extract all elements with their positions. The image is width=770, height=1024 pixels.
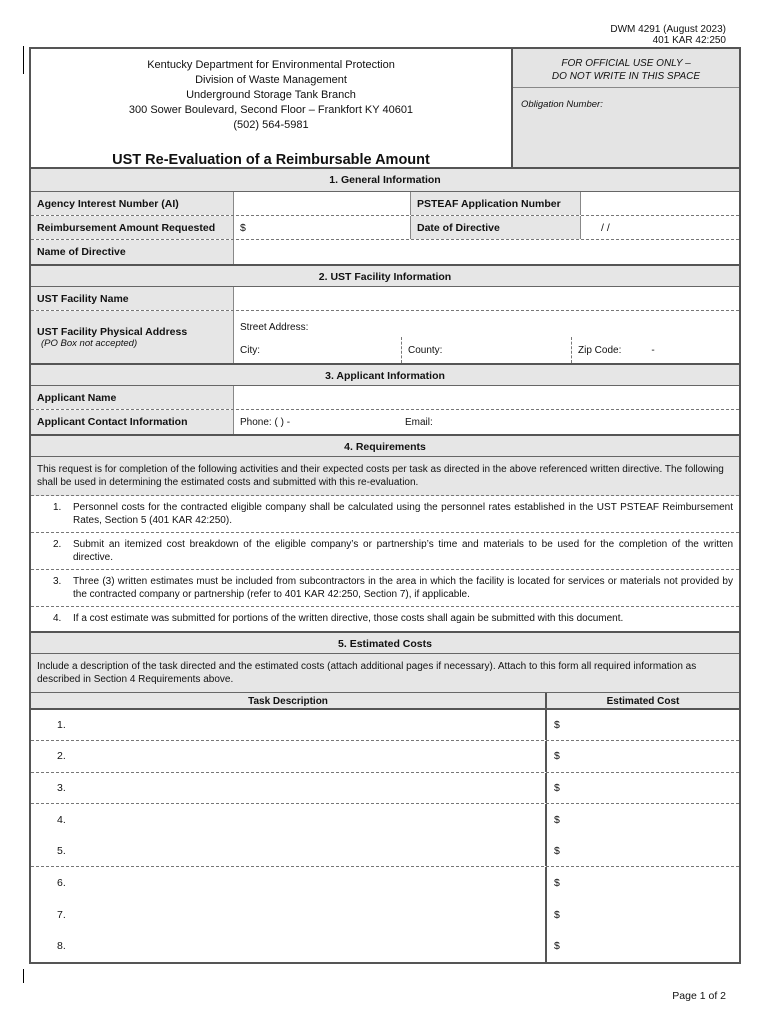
form (29, 47, 741, 964)
county-label: County: (408, 344, 443, 356)
estimated-costs-intro: Include a description of the task directed and the estimated costs (attach additional pages if necessary). Attach to this form all required information as described in Section 4 Requirements above. (31, 654, 739, 692)
cost-row (31, 710, 739, 742)
street-address-input[interactable] (234, 311, 739, 337)
agency-phone: (502) 564-5981 (233, 119, 309, 131)
form-header (31, 49, 739, 169)
cost-row (31, 931, 739, 963)
branch-name: Underground Storage Tank Branch (186, 89, 356, 101)
agency-name: Kentucky Department for Environmental Protection (147, 59, 395, 71)
task-input[interactable]: 6. (31, 867, 547, 899)
task-input[interactable]: 3. (31, 773, 547, 804)
date-placeholder: / / (601, 221, 610, 234)
requirement-item: 3. Three (3) written estimates must be included from subcontractors in the area in which the facility is located for services or materials not provided by the contracted company or partnership (refer to 401 KAR 42:250, Section 7), if applicable. (31, 570, 739, 607)
section-5-title: 5. Estimated Costs (31, 631, 739, 654)
section-1-title: 1. General Information (31, 169, 739, 192)
zip-input[interactable] (572, 337, 739, 363)
agency-interest-label: Agency Interest Number (AI) (31, 192, 234, 215)
crop-mark-top (23, 46, 24, 74)
phone-label: Phone: ( ) - (240, 416, 291, 428)
po-box-note: (PO Box not accepted) (41, 337, 138, 349)
form-number: DWM 4291 (August 2023) (610, 24, 726, 35)
county-input[interactable] (402, 337, 572, 363)
task-input[interactable]: 7. (31, 899, 547, 931)
cost-input[interactable]: $ (554, 814, 560, 827)
city-input[interactable] (234, 337, 402, 363)
cost-input[interactable]: $ (554, 845, 560, 858)
applicant-contact-label: Applicant Contact Information (31, 410, 234, 434)
facility-name-label: UST Facility Name (31, 287, 234, 310)
cost-row (31, 773, 739, 805)
regulation-ref: 401 KAR 42:250 (652, 35, 726, 46)
agency-interest-input[interactable] (234, 192, 411, 215)
cost-input[interactable]: $ (554, 908, 560, 921)
section-2-title: 2. UST Facility Information (31, 264, 739, 287)
task-description-header: Task Description (31, 693, 547, 708)
facility-address-label: UST Facility Physical Address (37, 325, 188, 338)
cost-input[interactable]: $ (554, 877, 560, 890)
date-directive-input[interactable] (581, 216, 739, 239)
task-input[interactable]: 2. (31, 741, 547, 772)
task-input[interactable]: 8. (31, 931, 547, 963)
phone-input[interactable] (234, 410, 399, 434)
obligation-number-label: Obligation Number: (521, 99, 603, 110)
division-name: Division of Waste Management (195, 74, 347, 86)
task-input[interactable]: 4. (31, 804, 547, 836)
cost-row (31, 867, 739, 899)
official-use-line2: DO NOT WRITE IN THIS SPACE (551, 71, 701, 82)
email-label: Email: (405, 416, 433, 428)
official-use-box (513, 49, 739, 167)
dollar-sign: $ (240, 221, 246, 234)
crop-mark-bottom (23, 969, 24, 983)
facility-name-input[interactable] (234, 287, 739, 310)
reimbursement-input[interactable] (234, 216, 411, 239)
directive-name-label: Name of Directive (31, 240, 234, 264)
zip-label: Zip Code: (578, 344, 622, 356)
agency-address: 300 Sower Boulevard, Second Floor – Frankfort KY 40601 (128, 104, 414, 116)
requirements-intro: This request is for completion of the following activities and their expected costs per task as directed in the above referenced written directive. The following shall be used in determining the estimated costs and submitted with this re-evaluation. (31, 457, 739, 496)
official-use-line1: FOR OFFICIAL USE ONLY – (561, 58, 691, 69)
cost-table-header (31, 692, 739, 710)
zip-dash: - (651, 344, 655, 356)
directive-name-input[interactable] (234, 240, 739, 264)
section-3-title: 3. Applicant Information (31, 363, 739, 386)
agency-block (31, 49, 513, 167)
form-title: UST Re-Evaluation of a Reimbursable Amount (112, 152, 430, 168)
psteaf-label: PSTEAF Application Number (411, 192, 581, 215)
page-number: Page 1 of 2 (672, 990, 726, 1002)
city-label: City: (240, 344, 260, 356)
applicant-name-label: Applicant Name (31, 386, 234, 409)
form-header-meta (610, 24, 726, 46)
task-input[interactable]: 5. (31, 836, 547, 867)
psteaf-input[interactable] (581, 192, 739, 215)
cost-input[interactable]: $ (554, 718, 560, 731)
cost-input[interactable]: $ (554, 781, 560, 794)
estimated-cost-header: Estimated Cost (606, 695, 680, 707)
date-directive-label: Date of Directive (411, 216, 581, 239)
street-address-label: Street Address: (240, 321, 309, 333)
cost-row (31, 899, 739, 931)
requirement-item: 1. Personnel costs for the contracted eligible company shall be calculated using the personnel rates established in the UST PSTEAF Reimbursement Rates, Section 5 (401 KAR 42:250). (31, 496, 739, 533)
cost-row (31, 741, 739, 773)
cost-row (31, 804, 739, 836)
cost-row (31, 836, 739, 868)
email-input[interactable] (399, 410, 739, 434)
reimbursement-label: Reimbursement Amount Requested (31, 216, 234, 239)
requirement-item: 2. Submit an itemized cost breakdown of the eligible company’s or partnership’s time and materials to be used for the completion of the written directive. (31, 533, 739, 570)
cost-input[interactable]: $ (554, 750, 560, 763)
task-input[interactable]: 1. (31, 710, 547, 741)
requirement-item: 4. If a cost estimate was submitted for portions of the written directive, those costs shall again be submitted with this document. (53, 613, 624, 624)
section-4-title: 4. Requirements (31, 434, 739, 457)
cost-input[interactable]: $ (554, 940, 560, 953)
applicant-name-input[interactable] (234, 386, 739, 409)
